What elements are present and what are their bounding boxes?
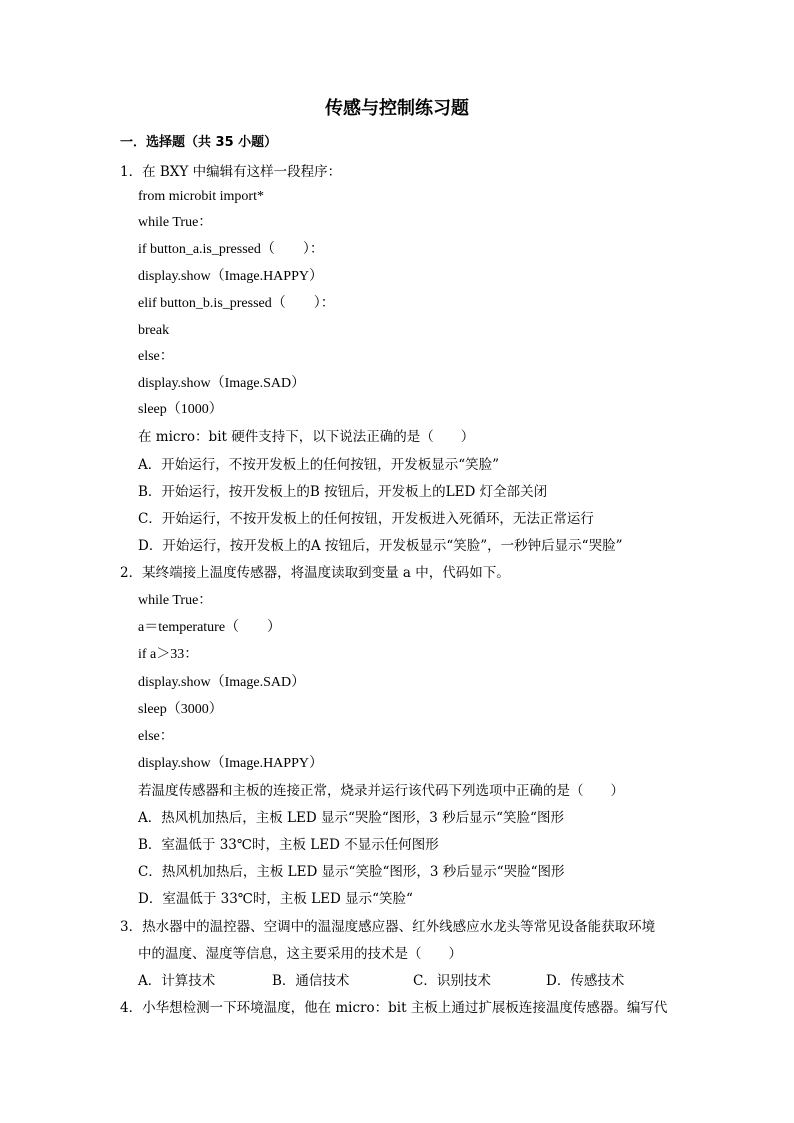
- q1-code-line: display.show（Image.HAPPY）: [138, 269, 323, 284]
- section-heading: 一．选择题（共 35 小题）: [120, 135, 278, 150]
- q1-code-line: from microbit import*: [138, 189, 264, 204]
- page-title: 传感与控制练习题: [325, 98, 469, 119]
- question-2-stem: 2．某终端接上温度传感器，将温度读取到变量 a 中，代码如下。: [120, 565, 510, 581]
- q3-option-c: C．识别技术: [413, 973, 491, 989]
- q2-code-line: else：: [138, 729, 174, 744]
- question-1-prompt: 在 micro：bit 硬件支持下，以下说法正确的是（ ）: [138, 429, 475, 445]
- q1-option-a: A．开始运行，不按开发板上的任何按钮，开发板显示“笑脸”: [138, 457, 500, 473]
- q2-code-line: display.show（Image.HAPPY）: [138, 756, 323, 771]
- q2-code-line: display.show（Image.SAD）: [138, 675, 306, 690]
- q1-option-c: C．开始运行，不按开发板上的任何按钮，开发板进入死循环，无法正常运行: [138, 511, 594, 527]
- q2-option-a: A．热风机加热后，主板 LED 显示“哭脸“图形，3 秒后显示“笑脸“图形: [138, 810, 564, 826]
- question-3-stem-continued: 中的温度、湿度等信息，这主要采用的技术是（ ）: [138, 946, 462, 962]
- q1-code-line: while True：: [138, 215, 213, 230]
- q2-option-d: D．室温低于 33℃时，主板 LED 显示“笑脸“: [138, 891, 413, 907]
- q3-option-b: B．通信技术: [272, 973, 350, 989]
- q2-code-line: sleep（3000）: [138, 702, 223, 717]
- q2-option-b: B．室温低于 33℃时，主板 LED 不显示任何图形: [138, 837, 439, 853]
- q1-option-d: D．开始运行，按开发板上的A 按钮后，开发板显示“笑脸”，一秒钟后显示“哭脸”: [138, 538, 623, 554]
- q1-code-line: break: [138, 323, 170, 338]
- q2-code-line: while True：: [138, 593, 213, 608]
- q2-option-c: C．热风机加热后，主板 LED 显示“笑脸“图形，3 秒后显示“哭脸“图形: [138, 864, 565, 880]
- question-2-prompt: 若温度传感器和主板的连接正常，烧录并运行该代码下列选项中正确的是（ ）: [138, 783, 624, 799]
- q1-code-line: sleep（1000）: [138, 402, 223, 417]
- q3-option-a: A．计算技术: [138, 973, 216, 989]
- q1-code-line: elif button_b.is_pressed（ ）：: [138, 296, 335, 311]
- question-1-stem: 1．在 BXY 中编辑有这样一段程序：: [120, 164, 342, 180]
- q1-code-line: if button_a.is_pressed（ ）：: [138, 242, 324, 257]
- q1-code-line: display.show（Image.SAD）: [138, 376, 306, 391]
- q3-option-d: D．传感技术: [546, 973, 625, 989]
- q2-code-line: if a＞33：: [138, 647, 199, 662]
- q1-code-line: else：: [138, 349, 174, 364]
- q1-option-b: B．开始运行，按开发板上的B 按钮后，开发板上的LED 灯全部关闭: [138, 484, 548, 500]
- question-3-stem: 3．热水器中的温控器、空调中的温湿度感应器、红外线感应水龙头等常见设备能获取环境: [120, 919, 656, 935]
- question-4-stem: 4．小华想检测一下环境温度，他在 micro：bit 主板上通过扩展板连接温度传感器。编写代: [120, 1000, 668, 1016]
- q2-code-line: a＝temperature（ ）: [138, 620, 282, 635]
